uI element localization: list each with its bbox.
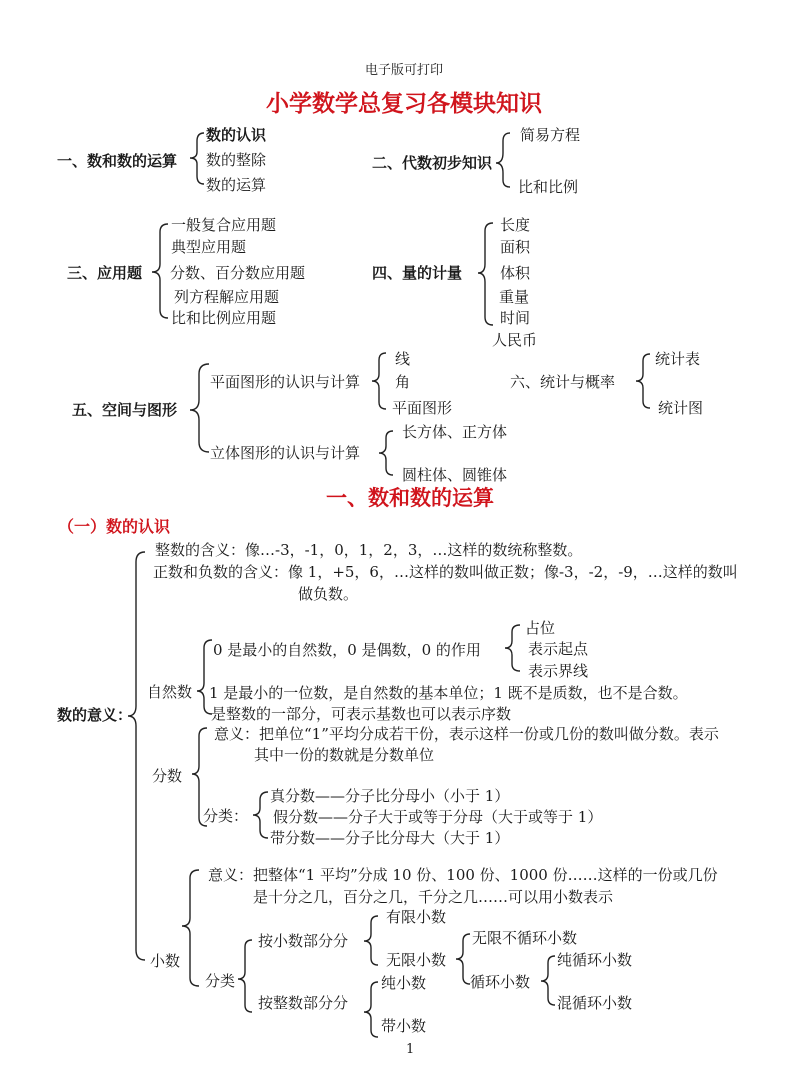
solid-figures-label: 立体图形的认识与计算 <box>210 444 361 462</box>
brace <box>456 934 470 984</box>
brace <box>505 625 520 671</box>
fraction-class: 真分数——分子比分母小（小于 1） <box>270 787 510 805</box>
brace <box>190 133 204 184</box>
zero-role: 表示起点 <box>528 640 589 658</box>
brace <box>636 354 650 408</box>
brace <box>197 640 212 714</box>
fraction-meaning-cont: 其中一份的数就是分数单位 <box>254 746 435 764</box>
pure-repeating-decimal: 纯循环小数 <box>557 951 633 969</box>
module-3-item: 分数、百分数应用题 <box>170 264 306 282</box>
fraction-class: 带分数——分子比分母大（大于 1） <box>270 829 510 847</box>
printable-note: 电子版可打印 <box>365 63 444 78</box>
zero-role: 表示界线 <box>528 662 589 680</box>
brace <box>152 224 168 318</box>
integer-definition: 整数的含义：像…-3，-1，0，1，2，3，…这样的数统称整数。 <box>155 541 583 559</box>
decimal-label: 小数 <box>150 952 181 970</box>
brace <box>128 552 145 960</box>
pure-decimal: 纯小数 <box>381 974 427 992</box>
mixed-repeating-decimal: 混循环小数 <box>557 994 633 1012</box>
module-4-item: 长度 <box>500 216 531 234</box>
module-4-item: 面积 <box>500 238 531 256</box>
brace <box>478 223 493 325</box>
module-2-label: 二、代数初步知识 <box>372 154 493 172</box>
decimal-meaning: 意义：把整体“1 平均”分成 10 份、100 份、1000 份……这样的一份或几份 <box>208 866 718 884</box>
plane-figures-label: 平面图形的认识与计算 <box>210 373 361 391</box>
module-3-item: 比和比例应用题 <box>171 309 277 327</box>
module-6-item: 统计表 <box>655 350 701 368</box>
module-1-item: 数的运算 <box>206 176 267 194</box>
module-6-label: 六、统计与概率 <box>510 373 616 391</box>
posneg-definition-cont: 做负数。 <box>298 585 359 603</box>
zero-statement: 0 是最小的自然数，0 是偶数，0 的作用 <box>213 641 481 659</box>
module-4-item: 体积 <box>500 264 531 282</box>
module-3-item: 列方程解应用题 <box>174 288 280 306</box>
plane-item: 线 <box>395 350 411 368</box>
brace <box>379 431 393 475</box>
module-3-item: 典型应用题 <box>171 238 247 256</box>
module-4-item: 重量 <box>499 288 530 306</box>
solid-item: 圆柱体、圆锥体 <box>402 466 508 484</box>
by-integer-part: 按整数部分分 <box>258 994 349 1012</box>
decimal-meaning-cont: 是十分之几，百分之几，千分之几……可以用小数表示 <box>253 888 614 906</box>
brace <box>496 133 510 187</box>
non-repeating-decimal: 无限不循环小数 <box>472 929 578 947</box>
module-3-item: 一般复合应用题 <box>171 216 277 234</box>
plane-item: 平面图形 <box>392 399 453 417</box>
decimal-class-label: 分类 <box>205 972 236 990</box>
module-1-item: 数的整除 <box>206 151 267 169</box>
meaning-label: 数的意义： <box>57 706 133 724</box>
natural-number-label: 自然数 <box>147 683 193 701</box>
fraction-meaning: 意义：把单位“1”平均分成若干份，表示这样一份或几份的数叫做分数。表示 <box>214 725 719 743</box>
one-statement: 1 是最小的一位数，是自然数的基本单位；1 既不是质数，也不是合数。 <box>209 684 688 702</box>
page-title: 小学数学总复习各模块知识 <box>266 90 542 117</box>
brace <box>541 956 555 1005</box>
fraction-class-label: 分类： <box>203 807 249 825</box>
section-subtitle: （一）数的认识 <box>58 517 171 536</box>
brace <box>182 870 199 986</box>
plane-item: 角 <box>395 373 411 391</box>
brace <box>238 940 252 1012</box>
brace <box>253 792 268 838</box>
module-2-item: 简易方程 <box>520 126 581 144</box>
fraction-label: 分数 <box>152 767 183 785</box>
mixed-decimal: 带小数 <box>381 1017 427 1035</box>
repeating-decimal: 循环小数 <box>470 973 531 991</box>
brace <box>364 916 378 965</box>
posneg-definition: 正数和负数的含义：像 1，+5，6，…这样的数叫做正数；像-3，-2，-9，…这样的数叫 <box>153 563 738 581</box>
section-title: 一、数和数的运算 <box>326 485 494 510</box>
brace <box>364 982 378 1037</box>
module-4-item: 人民币 <box>492 331 538 349</box>
solid-item: 长方体、正方体 <box>402 423 508 441</box>
module-1-label: 一、数和数的运算 <box>57 152 178 170</box>
module-3-label: 三、应用题 <box>67 264 143 282</box>
finite-decimal: 有限小数 <box>386 908 447 926</box>
zero-role: 占位 <box>525 619 556 637</box>
module-4-item: 时间 <box>500 309 531 327</box>
integer-part-statement: 是整数的一部分，可表示基数也可以表示序数 <box>211 705 512 723</box>
module-4-label: 四、量的计量 <box>372 264 463 282</box>
module-6-item: 统计图 <box>658 399 704 417</box>
module-2-item: 比和比例 <box>518 178 579 196</box>
infinite-decimal: 无限小数 <box>386 951 447 969</box>
page-number: 1 <box>406 1042 415 1057</box>
module-5-label: 五、空间与图形 <box>72 401 178 419</box>
brace <box>190 364 209 452</box>
by-decimal-part: 按小数部分分 <box>258 932 349 950</box>
brace <box>372 353 386 409</box>
fraction-class: 假分数——分子大于或等于分母（大于或等于 1） <box>273 808 603 826</box>
module-1-item: 数的认识 <box>206 126 267 144</box>
